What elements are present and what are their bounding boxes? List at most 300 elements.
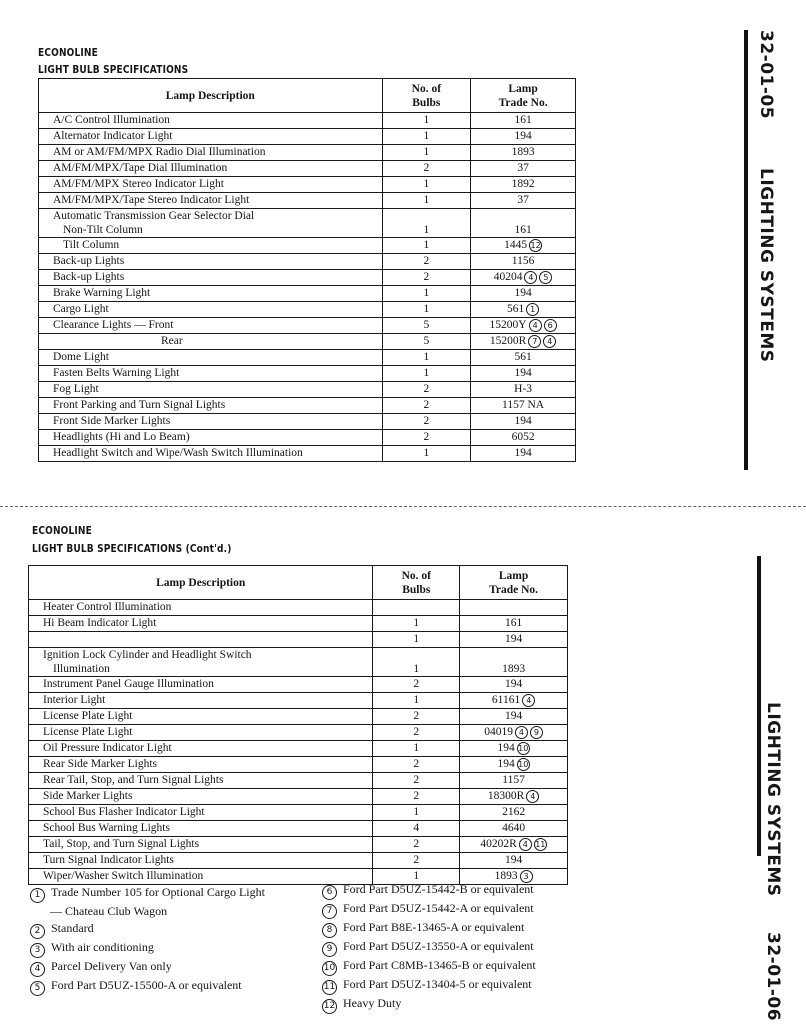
top-row-description	[39, 270, 383, 286]
footnote-item	[30, 920, 265, 939]
bottom-table-body	[29, 600, 568, 885]
bottom-table-row	[29, 648, 568, 677]
lamp-description-text: Cargo Light	[53, 303, 109, 315]
top-row-description	[39, 145, 383, 161]
trade-number-text: 1893	[494, 870, 518, 882]
top-table-row	[39, 430, 576, 446]
footnote-number: 7	[322, 904, 337, 919]
footnote-number: 9	[322, 942, 337, 957]
bottom-row-bulbs: 1	[373, 805, 460, 821]
trade-number-text: 6052	[511, 431, 535, 443]
lamp-description-subtext: Illumination	[53, 663, 110, 675]
lamp-description-text: Rear Tail, Stop, and Turn Signal Lights	[43, 774, 224, 786]
top-table-row	[39, 129, 576, 145]
footnote-marker: 10	[518, 744, 529, 753]
lamp-description-text: Instrument Panel Gauge Illumination	[43, 678, 214, 690]
top-row-description	[39, 177, 383, 193]
lamp-description-text: Tilt Column	[63, 239, 120, 251]
bottom-row-bulbs: 2	[373, 725, 460, 741]
footnote-item	[322, 919, 536, 938]
lamp-description-text: Headlights (Hi and Lo Beam)	[53, 431, 190, 443]
footnote-marker: 4	[526, 790, 539, 803]
footnote-marker: 4	[543, 335, 556, 348]
top-table-row	[39, 382, 576, 398]
top-table-body	[39, 113, 576, 462]
trade-number-text: 37	[517, 162, 529, 174]
top-row-bulbs: 1	[382, 145, 471, 161]
bottom-row-description	[29, 741, 373, 757]
top-row-trade-no	[471, 334, 576, 350]
bottom-sidebar-rule	[757, 556, 761, 856]
lamp-description-text: Hi Beam Indicator Light	[43, 617, 157, 629]
top-header-econoline: ECONOLINE	[38, 46, 98, 59]
trade-number-text: 1157	[502, 774, 525, 786]
bottom-row-bulbs: 2	[373, 853, 460, 869]
top-row-trade-no	[471, 318, 576, 334]
footnote-item	[322, 881, 536, 900]
top-col-lamp-description: Lamp Description	[39, 79, 383, 113]
footnote-marker: 9	[530, 726, 543, 739]
bottom-row-trade-no	[460, 773, 568, 789]
footnote-marker: 4	[519, 838, 532, 851]
top-row-description	[39, 209, 383, 238]
footnote-marker: 4	[524, 271, 537, 284]
top-row-bulbs: 1	[382, 302, 471, 318]
lamp-description-text: Heater Control Illumination	[43, 601, 172, 613]
footnote-number: 3	[30, 943, 45, 958]
bottom-sidebar-section-title: LIGHTING SYSTEMS	[763, 702, 783, 897]
footnote-marker: 12	[530, 241, 541, 250]
footnote-item	[30, 884, 265, 920]
footnote-number: 4	[30, 962, 45, 977]
bottom-spec-table	[28, 565, 568, 885]
footnote-item	[322, 938, 536, 957]
top-col-lamp-trade-no: Lamp Trade No.	[471, 79, 576, 113]
top-row-description	[39, 446, 383, 462]
footnote-text: Ford Part D5UZ-15442-B or equivalent	[343, 882, 534, 896]
top-row-bulbs: 2	[382, 430, 471, 446]
top-row-trade-no	[471, 446, 576, 462]
lamp-description-text: AM/FM/MPX/Tape Dial Illumination	[53, 162, 228, 174]
bottom-row-description	[29, 648, 373, 677]
bottom-col-lamp-description: Lamp Description	[29, 566, 373, 600]
trade-number-text: 194	[497, 758, 515, 770]
trade-number-text: 161	[514, 114, 532, 126]
top-row-bulbs: 2	[382, 398, 471, 414]
footnote-marker: 7	[528, 335, 541, 348]
bottom-row-description	[29, 773, 373, 789]
trade-number-text: 4640	[502, 822, 526, 834]
top-row-bulbs: 1	[382, 193, 471, 209]
lamp-description-text: Clearance Lights — Front	[53, 319, 174, 331]
bottom-row-description	[29, 693, 373, 709]
bottom-row-description	[29, 725, 373, 741]
top-row-description	[39, 238, 383, 254]
top-row-trade-no	[471, 129, 576, 145]
trade-number-text: 161	[504, 617, 523, 629]
bottom-table-row	[29, 693, 568, 709]
trade-number-text: 561	[506, 303, 525, 315]
footnote-number: 6	[322, 885, 337, 900]
top-row-description	[39, 430, 383, 446]
bottom-row-bulbs: 1	[373, 693, 460, 709]
top-row-trade-no	[471, 350, 576, 366]
bottom-row-bulbs: 2	[373, 837, 460, 853]
footnote-marker: 4	[522, 694, 535, 707]
bottom-row-trade-no	[460, 757, 568, 773]
trade-number-text: 561	[514, 351, 532, 363]
lamp-description-text: Ignition Lock Cylinder and Headlight Switch	[43, 649, 252, 661]
bottom-row-description	[29, 853, 373, 869]
top-row-bulbs: 2	[382, 382, 471, 398]
footnote-text: Ford Part B8E-13465-A or equivalent	[343, 920, 525, 934]
footnote-text: Standard	[51, 921, 94, 935]
lamp-description-subtext: Non-Tilt Column	[63, 224, 143, 236]
top-row-trade-no	[471, 161, 576, 177]
top-table-row	[39, 446, 576, 462]
bottom-row-trade-no	[460, 600, 568, 616]
top-row-bulbs: 2	[382, 254, 471, 270]
top-row-bulbs: 2	[382, 414, 471, 430]
top-row-description	[39, 398, 383, 414]
bottom-row-bulbs: 2	[373, 709, 460, 725]
top-row-trade-no	[471, 145, 576, 161]
top-table-row	[39, 238, 576, 254]
top-row-trade-no	[471, 209, 576, 238]
top-table-row	[39, 302, 576, 318]
top-row-bulbs: 1	[382, 129, 471, 145]
trade-number-text: 18300R	[487, 790, 525, 802]
footnote-marker: 1	[526, 303, 539, 316]
bottom-col-lamp-trade-no: Lamp Trade No.	[460, 566, 568, 600]
footnote-marker: 6	[544, 319, 557, 332]
lamp-description-text: School Bus Warning Lights	[43, 822, 170, 834]
top-table-row	[39, 318, 576, 334]
trade-number-text: 194	[514, 447, 532, 459]
bottom-row-trade-no	[460, 616, 568, 632]
footnote-continuation: — Chateau Club Wagon	[50, 904, 168, 918]
bottom-table-row	[29, 805, 568, 821]
top-row-trade-no	[471, 366, 576, 382]
footnote-text: Ford Part C8MB-13465-B or equivalent	[343, 958, 536, 972]
footnote-item	[30, 958, 265, 977]
footnotes-left	[30, 884, 265, 996]
top-row-description	[39, 254, 383, 270]
footnote-text: With air conditioning	[51, 940, 154, 954]
footnotes-right	[322, 881, 536, 1014]
bottom-table-row	[29, 725, 568, 741]
footnote-text: Trade Number 105 for Optional Cargo Light	[51, 885, 265, 899]
bottom-row-bulbs	[373, 600, 460, 616]
bottom-table-row	[29, 821, 568, 837]
lamp-description-text: Rear	[161, 335, 183, 347]
trade-number-text: 2162	[502, 806, 526, 818]
lamp-description-text: Brake Warning Light	[53, 287, 151, 299]
top-row-description	[39, 113, 383, 129]
page-divider	[0, 506, 806, 507]
trade-number-text: 1157 NA	[502, 399, 545, 411]
bottom-table-row	[29, 677, 568, 693]
bottom-row-bulbs: 2	[373, 773, 460, 789]
top-row-bulbs: 1	[382, 446, 471, 462]
top-table-row	[39, 161, 576, 177]
bottom-table-row	[29, 616, 568, 632]
footnote-number: 5	[30, 981, 45, 996]
top-table-row	[39, 270, 576, 286]
top-table-row	[39, 286, 576, 302]
lamp-description-text: Front Parking and Turn Signal Lights	[53, 399, 226, 411]
footnote-marker: 3	[520, 870, 533, 883]
top-table-row	[39, 193, 576, 209]
bottom-row-description	[29, 837, 373, 853]
trade-number-text: 61161	[491, 694, 521, 706]
footnote-text: Ford Part D5UZ-15442-A or equivalent	[343, 901, 534, 915]
lamp-description-text: Front Side Marker Lights	[53, 415, 171, 427]
lamp-description-text: AM/FM/MPX Stereo Indicator Light	[53, 178, 224, 190]
bottom-row-trade-no	[460, 853, 568, 869]
top-row-trade-no	[471, 302, 576, 318]
lamp-description-text: Oil Pressure Indicator Light	[43, 742, 172, 754]
trade-number-text: 194	[514, 415, 532, 427]
top-row-bulbs: 5	[382, 318, 471, 334]
footnote-item	[322, 900, 536, 919]
top-row-description	[39, 382, 383, 398]
trade-number-text: 40204	[493, 271, 523, 283]
lamp-description-text: Wiper/Washer Switch Illumination	[43, 870, 204, 882]
trade-number-text: 194	[504, 710, 523, 722]
top-row-bulbs: 1	[382, 286, 471, 302]
footnote-item	[322, 976, 536, 995]
bottom-table-row	[29, 600, 568, 616]
lamp-description-text: Rear Side Marker Lights	[43, 758, 158, 770]
footnote-item	[322, 995, 536, 1014]
top-row-description	[39, 129, 383, 145]
footnote-item	[30, 977, 265, 996]
bottom-row-description	[29, 709, 373, 725]
trade-number-text: 37	[517, 194, 529, 206]
bottom-row-trade-no	[460, 677, 568, 693]
bottom-table-row	[29, 789, 568, 805]
bottom-row-description	[29, 632, 373, 648]
top-row-trade-no	[471, 430, 576, 446]
top-table-row	[39, 414, 576, 430]
top-table-row	[39, 113, 576, 129]
footnote-text: Ford Part D5UZ-13550-A or equivalent	[343, 939, 534, 953]
bottom-row-bulbs: 1	[373, 616, 460, 632]
trade-number-text: H-3	[514, 383, 533, 395]
top-row-trade-no	[471, 286, 576, 302]
top-row-description	[39, 366, 383, 382]
trade-number-text: 15200Y	[489, 319, 527, 331]
trade-number-text: 194	[514, 367, 532, 379]
top-table-row	[39, 334, 576, 350]
top-row-trade-no	[471, 193, 576, 209]
footnote-marker: 11	[535, 840, 546, 849]
top-row-trade-no	[471, 382, 576, 398]
top-row-description	[39, 318, 383, 334]
lamp-description-text: Tail, Stop, and Turn Signal Lights	[43, 838, 200, 850]
bottom-row-trade-no	[460, 805, 568, 821]
footnote-number: 8	[322, 923, 337, 938]
lamp-description-text: Dome Light	[53, 351, 109, 363]
top-col-no-of-bulbs: No. of Bulbs	[382, 79, 471, 113]
footnote-text: Heavy Duty	[343, 996, 402, 1010]
bottom-row-bulbs: 2	[373, 789, 460, 805]
bottom-table-row	[29, 757, 568, 773]
bottom-row-trade-no	[460, 821, 568, 837]
bottom-row-description	[29, 677, 373, 693]
bottom-row-bulbs: 1	[373, 648, 460, 677]
lamp-description-text: Headlight Switch and Wipe/Wash Switch Illumination	[53, 447, 303, 459]
trade-number-text: 1156	[511, 255, 535, 267]
bottom-header-econoline: ECONOLINE	[32, 524, 92, 537]
bottom-row-bulbs: 1	[373, 741, 460, 757]
top-sidebar-rule	[744, 30, 748, 470]
footnote-text: Ford Part D5UZ-15500-A or equivalent	[51, 978, 242, 992]
top-row-bulbs: 1	[382, 366, 471, 382]
bottom-table-row	[29, 773, 568, 789]
footnote-number: 2	[30, 924, 45, 939]
footnote-marker: 5	[539, 271, 552, 284]
top-table-row	[39, 366, 576, 382]
lamp-description-text: Alternator Indicator Light	[53, 130, 173, 142]
trade-number-text: 194	[497, 742, 515, 754]
lamp-description-text: Side Marker Lights	[43, 790, 133, 802]
top-spec-table	[38, 78, 576, 462]
lamp-description-text: Fasten Belts Warning Light	[53, 367, 180, 379]
top-sidebar-page-number: 32-01-05	[756, 30, 776, 120]
top-row-description	[39, 161, 383, 177]
bottom-row-bulbs: 1	[373, 632, 460, 648]
top-row-description	[39, 302, 383, 318]
top-row-trade-no	[471, 270, 576, 286]
footnote-number: 10	[322, 961, 337, 976]
bottom-col-no-of-bulbs: No. of Bulbs	[373, 566, 460, 600]
footnote-marker: 4	[515, 726, 528, 739]
bottom-table-row	[29, 741, 568, 757]
bottom-row-trade-no	[460, 632, 568, 648]
lamp-description-text: School Bus Flasher Indicator Light	[43, 806, 205, 818]
lamp-description-text: Interior Light	[43, 694, 106, 706]
lamp-description-text: AM/FM/MPX/Tape Stereo Indicator Light	[53, 194, 250, 206]
top-table-row	[39, 145, 576, 161]
lamp-description-text: Back-up Lights	[53, 255, 125, 267]
bottom-row-trade-no	[460, 837, 568, 853]
lamp-description-text: License Plate Light	[43, 710, 133, 722]
top-row-bulbs: 1	[382, 350, 471, 366]
bottom-row-trade-no	[460, 648, 568, 677]
trade-number-text: 194	[504, 633, 523, 645]
top-row-description	[39, 334, 383, 350]
bottom-table-row	[29, 709, 568, 725]
top-row-trade-no	[471, 398, 576, 414]
bottom-row-bulbs: 2	[373, 677, 460, 693]
top-row-description	[39, 350, 383, 366]
top-row-bulbs: 1	[382, 177, 471, 193]
bottom-table-row	[29, 853, 568, 869]
top-table-row	[39, 177, 576, 193]
trade-number-text: 1892	[511, 178, 535, 190]
footnote-text: Parcel Delivery Van only	[51, 959, 172, 973]
trade-number-text: 1445	[504, 239, 528, 251]
trade-number-text: 161	[514, 224, 532, 236]
bottom-row-description	[29, 757, 373, 773]
bottom-row-trade-no	[460, 789, 568, 805]
trade-number-text: 194	[514, 130, 532, 142]
top-row-bulbs: 1	[382, 238, 471, 254]
lamp-description-text: Turn Signal Indicator Lights	[43, 854, 174, 866]
top-row-bulbs: 2	[382, 161, 471, 177]
footnote-number: 1	[30, 888, 45, 903]
top-row-description	[39, 286, 383, 302]
bottom-row-trade-no	[460, 693, 568, 709]
lamp-description-text: Fog Light	[53, 383, 99, 395]
top-table-row	[39, 254, 576, 270]
bottom-header-title: LIGHT BULB SPECIFICATIONS (Cont'd.)	[32, 542, 232, 555]
trade-number-text: 1893	[511, 146, 535, 158]
top-row-trade-no	[471, 254, 576, 270]
top-row-bulbs: 1	[382, 113, 471, 129]
top-table-row	[39, 350, 576, 366]
lamp-description-text: AM or AM/FM/MPX Radio Dial Illumination	[53, 146, 266, 158]
top-row-trade-no	[471, 113, 576, 129]
trade-number-text: 194	[514, 287, 532, 299]
top-sidebar-section-title: LIGHTING SYSTEMS	[756, 168, 776, 363]
footnote-item	[30, 939, 265, 958]
bottom-row-description	[29, 789, 373, 805]
bottom-row-trade-no	[460, 741, 568, 757]
bottom-row-bulbs: 2	[373, 757, 460, 773]
trade-number-text: 194	[504, 678, 523, 690]
top-row-bulbs: 2	[382, 270, 471, 286]
top-row-trade-no	[471, 177, 576, 193]
trade-number-text: 1893	[502, 663, 526, 675]
lamp-description-text: A/C Control Illumination	[53, 114, 170, 126]
bottom-row-description	[29, 805, 373, 821]
footnote-marker: 10	[518, 760, 529, 769]
trade-number-text: 15200R	[489, 335, 527, 347]
trade-number-text: 04019	[484, 726, 513, 738]
footnote-number: 11	[322, 980, 337, 995]
footnote-text: Ford Part D5UZ-13404-5 or equivalent	[343, 977, 532, 991]
top-row-trade-no	[471, 238, 576, 254]
lamp-description-text: Back-up Lights	[53, 271, 125, 283]
bottom-table-row	[29, 837, 568, 853]
trade-number-text: 40202R	[480, 838, 517, 850]
bottom-row-bulbs: 4	[373, 821, 460, 837]
bottom-row-trade-no	[460, 725, 568, 741]
top-table-row	[39, 398, 576, 414]
lamp-description-text: Automatic Transmission Gear Selector Dial	[53, 210, 255, 222]
top-table-row	[39, 209, 576, 238]
top-row-bulbs: 5	[382, 334, 471, 350]
top-row-trade-no	[471, 414, 576, 430]
bottom-row-bulbs: 1	[373, 869, 460, 885]
top-row-description	[39, 414, 383, 430]
bottom-sidebar-page-number: 32-01-06	[763, 932, 783, 1022]
footnote-marker: 4	[529, 319, 542, 332]
bottom-row-trade-no	[460, 709, 568, 725]
top-row-description	[39, 193, 383, 209]
bottom-table-row	[29, 632, 568, 648]
bottom-row-description	[29, 600, 373, 616]
bottom-row-description	[29, 821, 373, 837]
trade-number-text: 194	[504, 854, 523, 866]
bottom-row-description	[29, 616, 373, 632]
top-row-bulbs: 1	[382, 209, 471, 238]
footnote-number: 12	[322, 999, 337, 1014]
top-header-title: LIGHT BULB SPECIFICATIONS	[38, 63, 189, 76]
